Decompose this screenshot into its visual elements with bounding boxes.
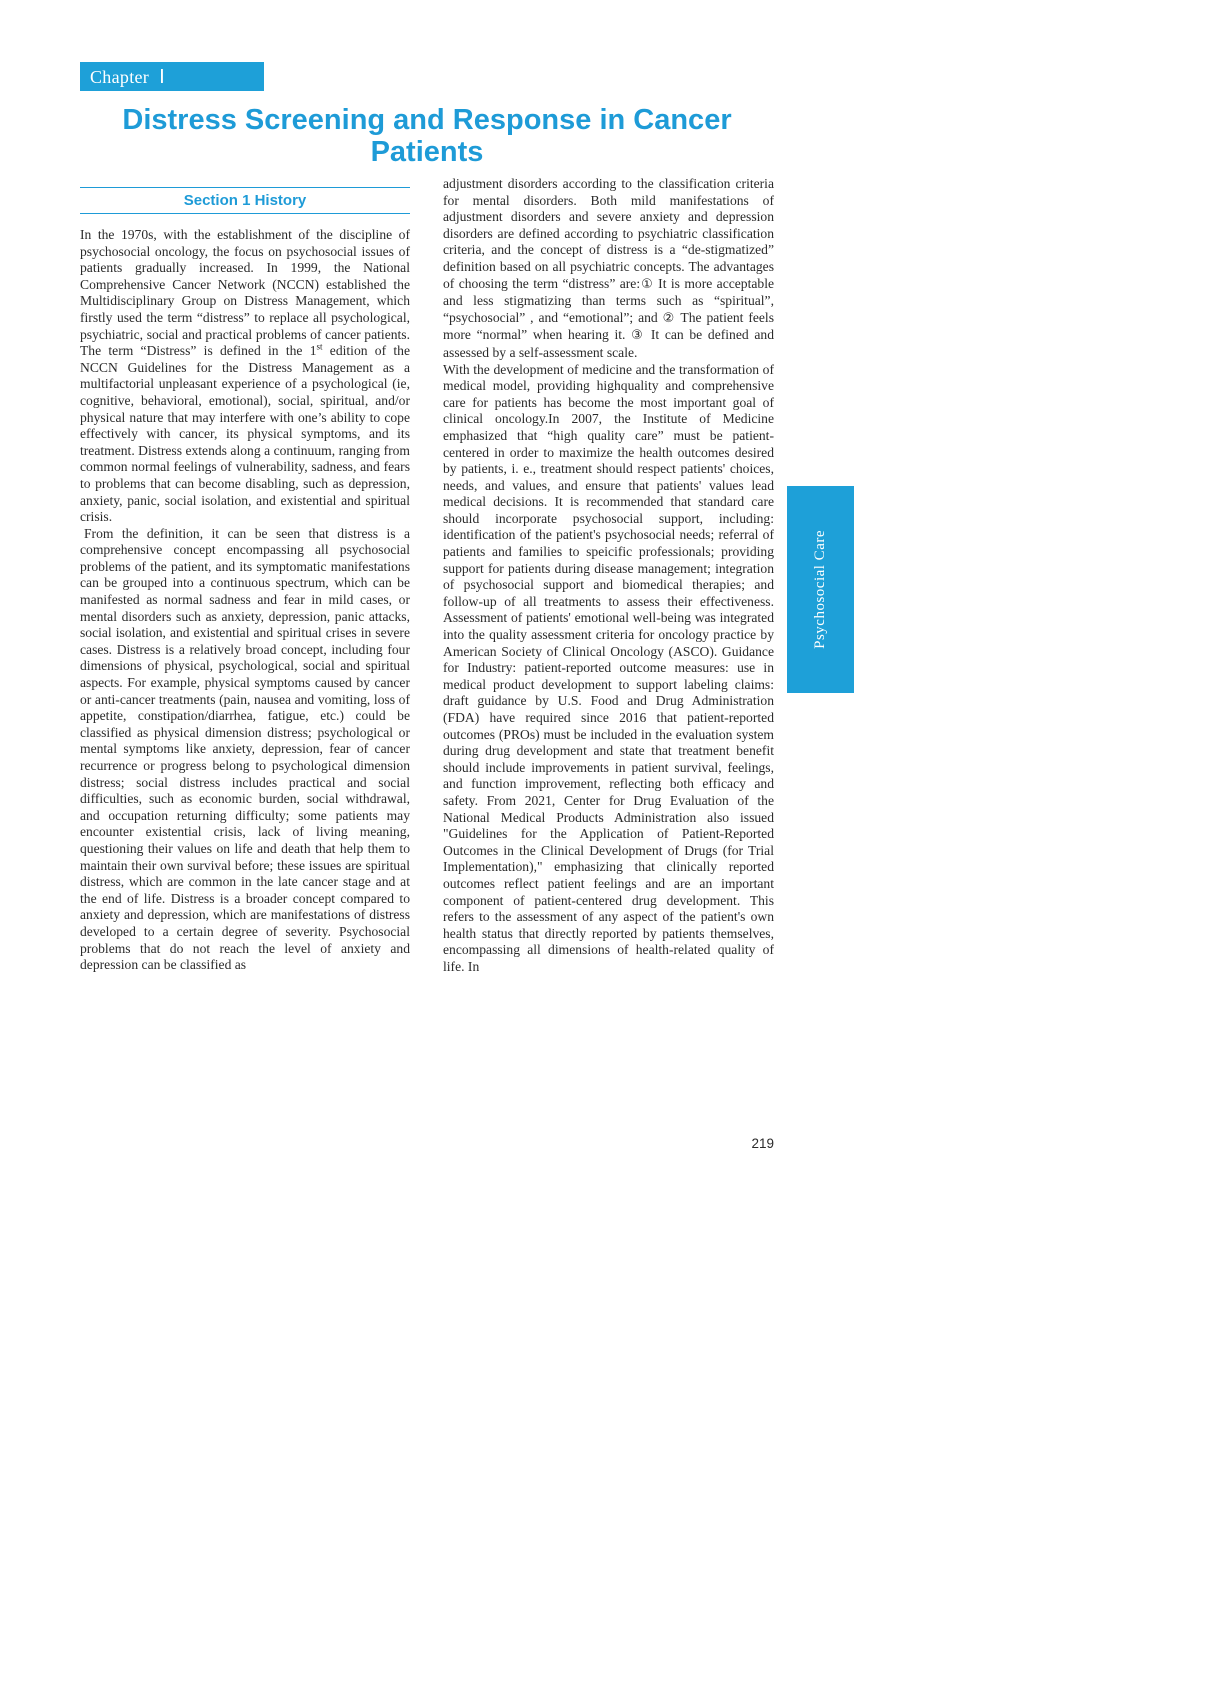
section-rule-top — [80, 187, 410, 188]
circled-number-1: ① — [640, 276, 654, 292]
text-run: In the 1970s, with the establishment of the discipline of psychosocial oncology, the focus on psychosocial issues of patients gradually increased. In 1999, the National Comprehensive Cancer Network (NCCN) established the Multidisciplinary Group on Distress Management, which firstly used the term “distress” to replace all psychological, psychiatric, social and practical problems of cancer patients. The term “Distress” is defined in the 1 — [80, 227, 410, 359]
paragraph — [443, 176, 774, 362]
page-title: Distress Screening and Response in Cancer Patients — [122, 104, 732, 168]
paragraph: From the definition, it can be seen that distress is a comprehensive concept encompassing all psychosocial problems of the patient, and its symptomatic manifestations can be grouped into a continuous spectrum, which can be manifested as normal sadness and fear in mild cases, or mental disorders such as anxiety, depression, panic attacks, social isolation, and existential and spiritual crises in severe cases. Distress is a relatively broad concept, including four dimensions of physical, psychological, social and spiritual aspects. For example, physical symptoms caused by cancer or anti-cancer treatments (pain, nausea and vomiting, loss of appetite, constipation/diarrhea, fatigue, etc.) could be classified as physical dimension distress; psychological or mental symptoms like anxiety, depression, fear of cancer recurrence or progress belong to psychological dimension distress; social distress includes practical and social difficulties, such as economic burden, social withdrawal, and occupation returning difficulty; some patients may encounter existential crisis, lack of living meaning, questioning their values on life and death that help them to maintain their own survival before; these issues are spiritual distress, which are common in the late cancer stage and at the end of life. Distress is a broader concept compared to anxiety and depression, which are manifestations of distress developed to a certain degree of severity. Psychosocial problems that do not reach the level of anxiety and depression can be classified as — [80, 525, 410, 973]
right-column — [443, 176, 774, 976]
circled-number-3: ③ — [631, 328, 646, 344]
chapter-number: Ⅰ — [159, 67, 165, 88]
text-run: adjustment disorders according to the classification criteria for mental disorders. Both mild manifestations of adjustment disorders and severe anxiety and depression disorders are defined according to psychiatric classification criteria, and the concept of distress is a “de-stigmatized” definition based on all psychiatric concepts. The advantages of choosing the term “distress” are: — [443, 176, 774, 291]
chapter-word: Chapter — [90, 67, 150, 87]
text-run: It can be defined and assessed by a self-assessment scale. — [443, 327, 775, 360]
paragraph — [80, 227, 410, 526]
side-tab-label: Psychosocial Care — [812, 530, 828, 649]
paragraph: With the development of medicine and the transformation of medical model, providing highquality and comprehensive care for patients has become the most important goal of clinical oncology.In 2007, the Institute of Medicine emphasized that “high quality care” must be patient-centered in order to maximize the health outcomes desired by patients, i. e., treatment should respect patients' choices, needs, and values, and ensure that patients' values lead medical decisions. It is recommended that standard care should incorporate psychosocial support, including: identification of the patient's psychosocial needs; referral of patients and families to speicific professionals; providing support for patients during disease management; integration of psychosocial support and biomedical therapies; and follow-up of all treatments to assess their effectiveness. Assessment of patients' emotional well-being was integrated into the quality assessment criteria for oncology practice by American Society of Clinical Oncology (ASCO). Guidance for Industry: patient-reported outcome measures: use in medical product development to support labeling claims: draft guidance by U.S. Food and Drug Administration (FDA) have required since 2016 that patient-reported outcomes (PROs) must be included in the evaluation system during drug development and state that treatment benefit should include improvements in patient survival, feelings, and function improvement, reflecting both efficacy and safety. From 2021, Center for Drug Evaluation of the National Medical Products Administration also issued "Guidelines for the Application of Patient-Reported Outcomes in the Clinical Development of Drugs (for Trial Implementation)," emphasizing that clinically reported outcomes reflect patient feelings and are an important component of patient-centered drug development. This refers to the assessment of any aspect of the patient's own health status that directly reported by patients themselves, encompassing all dimensions of health-related quality of life. In — [443, 361, 774, 974]
text-run: The patient feels more “normal” when hearing it. — [443, 309, 775, 343]
page-number: 219 — [751, 1136, 774, 1151]
superscript: st — [316, 341, 323, 352]
text-run: edition of the NCCN Guidelines for the Distress Management as a multifactorial unpleasant experience of a psychological (ie, cognitive, behavioral, emotional), social, spiritual, and/or physical nature that may interfere with one’s ability to cope effectively with cancer, its physical symptoms, and its treatment. Distress extends along a continuum, ranging from common normal feelings of vulnerability, sadness, and fears to problems that can become disabling, such as depression, anxiety, panic, social isolation, and existential and spiritual crisis. — [80, 343, 410, 525]
circled-number-2: ② — [662, 310, 676, 326]
side-tab — [787, 486, 854, 693]
text-run: It is more acceptable and less stigmatizing than terms such as “spiritual”, “psychosocial” , and “emotional”; and — [443, 275, 775, 325]
section-heading: Section 1 History — [183, 192, 307, 209]
left-column — [80, 227, 410, 974]
chapter-label — [80, 62, 264, 91]
section-rule-bottom — [80, 213, 410, 214]
